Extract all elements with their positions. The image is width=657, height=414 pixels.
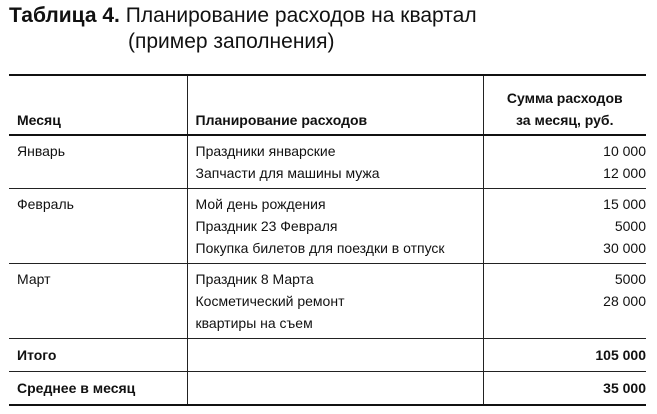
amounts-cell <box>483 135 646 189</box>
month-row-february <box>9 189 646 264</box>
header-amount <box>483 75 646 135</box>
items-cell <box>187 135 483 189</box>
header-planning: Планирование расходов <box>187 75 483 135</box>
items-cell <box>187 189 483 264</box>
expense-table <box>9 74 646 406</box>
items-cell <box>187 264 483 339</box>
month-row-march <box>9 264 646 339</box>
average-value: 35 000 <box>483 372 646 406</box>
average-label: Среднее в месяц <box>9 372 187 406</box>
amount: 12 000 <box>603 165 646 181</box>
amount <box>484 312 647 334</box>
item: Косметический ремонт <box>195 293 345 309</box>
month-cell: Январь <box>9 135 187 189</box>
total-empty-cell <box>187 339 483 372</box>
header-month: Месяц <box>9 75 187 135</box>
amount: 5000 <box>614 271 646 287</box>
amount: 15 000 <box>603 196 646 212</box>
header-amount-line-2: за месяц, руб. <box>516 112 614 128</box>
amounts-cell <box>483 264 646 339</box>
total-row <box>9 339 646 372</box>
amount: 5000 <box>614 218 646 234</box>
amount: 28 000 <box>603 293 646 309</box>
item: Праздник 23 Февраля <box>195 218 338 234</box>
amount: 30 000 <box>603 240 646 256</box>
item: Праздник 8 Марта <box>195 271 314 287</box>
item: квартиры на съем <box>195 315 313 331</box>
caption-text: Планирование расходов на квартал <box>125 4 477 27</box>
amount: 10 000 <box>603 143 646 159</box>
month-row-january <box>9 135 646 189</box>
header-amount-line-1: Сумма расходов <box>506 90 623 106</box>
table-caption <box>9 3 649 55</box>
average-empty-cell <box>187 372 483 406</box>
average-row <box>9 372 646 406</box>
header-row <box>9 75 646 135</box>
month-cell: Март <box>9 264 187 339</box>
caption-line-2: (пример заполнения) <box>128 30 335 53</box>
total-label: Итого <box>9 339 187 372</box>
item: Покупка билетов для поездки в отпуск <box>195 240 445 256</box>
item: Запчасти для машины мужа <box>195 165 380 181</box>
caption-label: Таблица 4. <box>9 4 120 27</box>
month-cell: Февраль <box>9 189 187 264</box>
item: Праздники январские <box>195 143 336 159</box>
total-value: 105 000 <box>483 339 646 372</box>
amounts-cell <box>483 189 646 264</box>
item: Мой день рождения <box>195 196 326 212</box>
caption-line-1 <box>9 3 649 29</box>
